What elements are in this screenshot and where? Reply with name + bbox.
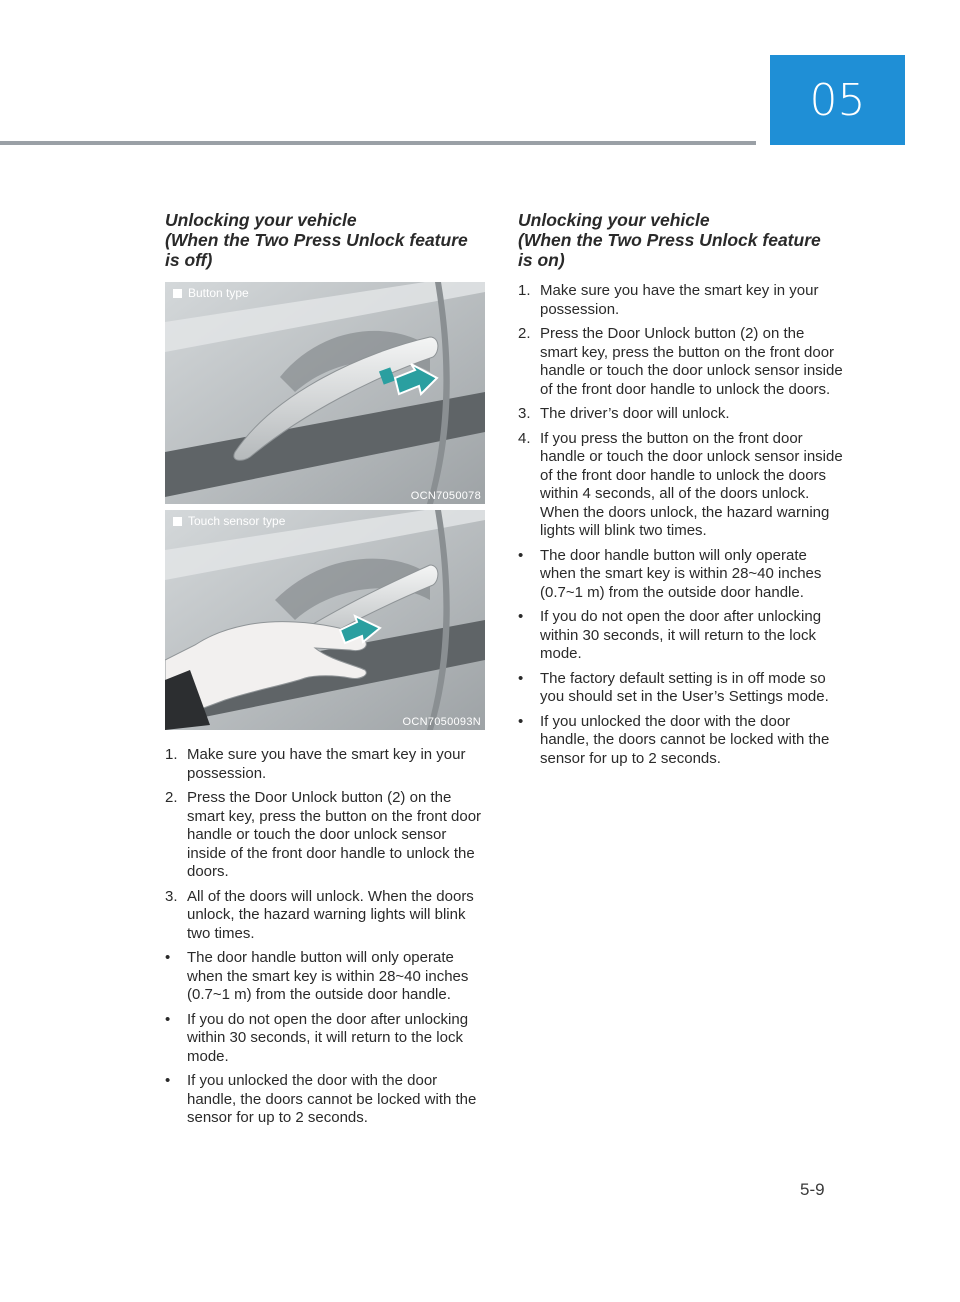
bullet-icon: • [165, 1072, 171, 1089]
figure-touch-sensor-type [165, 510, 485, 730]
figure-2-label [173, 514, 285, 528]
figure-2-code: OCN7050093N [402, 716, 481, 728]
list-item [518, 282, 843, 319]
header-rule [0, 141, 756, 145]
list-item [518, 405, 843, 424]
left-column [165, 210, 487, 1134]
bullet-text: The factory default setting is in off mode so you should set in the User’s Settings mode. [540, 669, 829, 705]
list-item [518, 670, 843, 707]
figure-1-label-text: Button type [188, 286, 249, 300]
list-item [165, 888, 487, 944]
step-number: 1. [165, 746, 178, 763]
figure-1-label [173, 286, 249, 300]
door-handle-button-illustration [165, 282, 485, 504]
figure-button-type [165, 282, 485, 504]
right-heading-line-2: (When the Two Press Unlock feature [518, 230, 821, 250]
right-heading-line-3: is on) [518, 250, 565, 270]
step-number: 3. [165, 887, 178, 905]
bullet-icon: • [165, 1010, 171, 1028]
bullet-icon: • [165, 949, 171, 966]
bullet-icon: • [518, 546, 524, 564]
figure-1-code: OCN7050078 [410, 490, 481, 502]
step-text: If you press the button on the front door handle or touch the door unlock sensor inside of the front door handle to unlock the doors within 4 seconds, all of the doors unlock. When the doors unlock, the hazard warning lights will blink two times. [540, 429, 843, 539]
step-number: 2. [165, 789, 178, 806]
right-column [518, 210, 843, 774]
step-text: Make sure you have the smart key in your possession. [540, 282, 819, 318]
step-text: All of the doors will unlock. When the doors unlock, the hazard warning lights will blink two times. [187, 887, 474, 942]
right-steps-list [518, 282, 843, 541]
list-item [165, 949, 487, 1005]
bullet-text: The door handle button will only operate when the smart key is within 28~40 inches (0.7~1 m) from the outside door handle. [187, 949, 469, 1003]
step-text: The driver’s door will unlock. [540, 405, 730, 422]
list-item [518, 430, 843, 541]
bullet-icon: • [518, 608, 524, 625]
list-item [165, 1072, 487, 1128]
figure-2-label-text: Touch sensor type [188, 514, 286, 528]
left-bullets-list [165, 949, 487, 1128]
list-item [518, 713, 843, 769]
step-text: Press the Door Unlock button (2) on the smart key, press the button on the front door handle or touch the door unlock sensor inside of the front door handle to unlock the doors. [187, 789, 482, 880]
left-steps-list [165, 746, 487, 943]
list-item [165, 1011, 487, 1067]
list-item [518, 547, 843, 603]
page-number: 5-9 [800, 1180, 825, 1199]
list-item [165, 746, 487, 783]
list-item [518, 325, 843, 399]
bullet-icon: • [518, 669, 524, 687]
left-heading-line-2: (When the Two Press Unlock feature [165, 230, 468, 250]
square-bullet-icon [173, 289, 182, 298]
bullet-icon: • [518, 712, 524, 730]
step-text: Press the Door Unlock button (2) on the smart key, press the button on the front door handle or touch the door unlock sensor inside of the front door handle to unlock the doors. [540, 325, 843, 398]
left-heading [165, 210, 487, 270]
chapter-tab: 05 [770, 55, 905, 145]
list-item [518, 608, 843, 664]
right-heading-line-1: Unlocking your vehicle [518, 210, 710, 230]
step-number: 2. [518, 325, 531, 342]
bullet-text: If you do not open the door after unlocking within 30 seconds, it will return to the lock mode. [187, 1010, 469, 1065]
square-bullet-icon [173, 517, 182, 526]
step-number: 1. [518, 282, 531, 299]
step-number: 4. [518, 429, 531, 447]
bullet-text: If you unlocked the door with the door handle, the doors cannot be locked with the sensor for up to 2 seconds. [540, 712, 830, 767]
bullet-text: If you do not open the door after unlocking within 30 seconds, it will return to the lock mode. [540, 608, 822, 662]
right-bullets-list [518, 547, 843, 769]
step-text: Make sure you have the smart key in your possession. [187, 746, 466, 782]
left-heading-line-1: Unlocking your vehicle [165, 210, 357, 230]
bullet-text: If you unlocked the door with the door handle, the doors cannot be locked with the sensor for up to 2 seconds. [187, 1072, 477, 1126]
step-number: 3. [518, 405, 531, 422]
door-handle-touch-illustration [165, 510, 485, 730]
left-heading-line-3: is off) [165, 250, 213, 270]
bullet-text: The door handle button will only operate when the smart key is within 28~40 inches (0.7~1 m) from the outside door handle. [540, 546, 822, 601]
list-item [165, 789, 487, 882]
right-heading [518, 210, 843, 270]
